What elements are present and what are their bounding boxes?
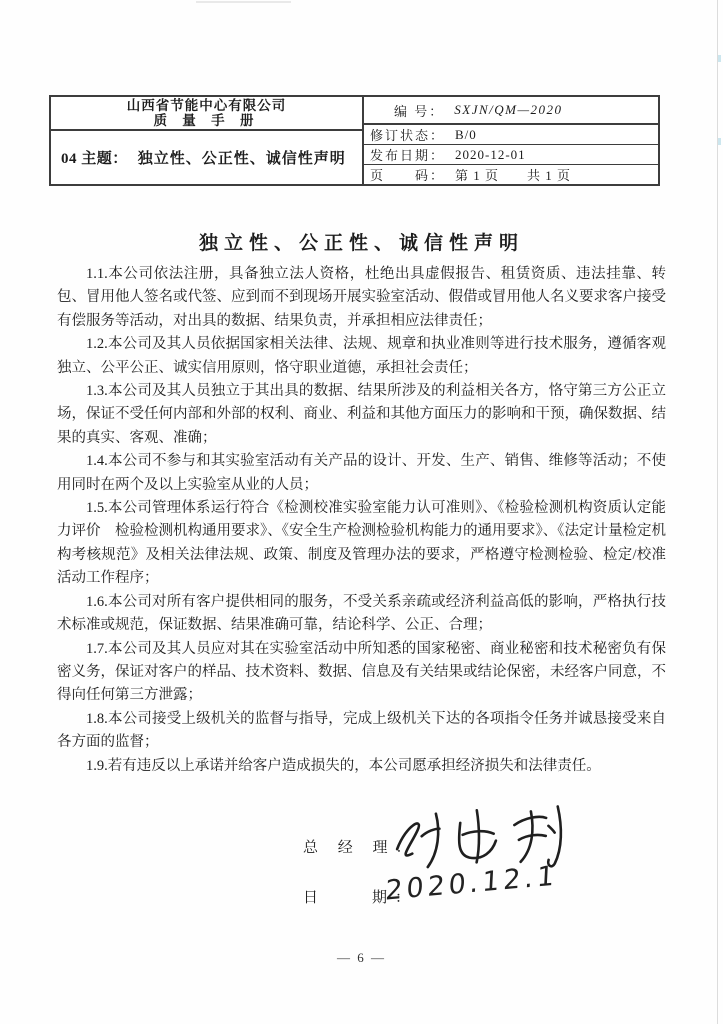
header-right-column (364, 97, 658, 184)
doc-number-label: 编 号： (394, 103, 445, 119)
doc-number-row (364, 97, 658, 125)
page-code-value: 第 1 页 共 1 页 (455, 168, 572, 183)
company-name: 山西省节能中心有限公司 (126, 98, 287, 113)
manual-name: 质 量 手 册 (153, 113, 260, 128)
company-name-cell (51, 97, 362, 131)
paragraph: 1.4.本公司不参与和其实验室活动有关产品的设计、开发、生产、销售、维修等活动；不使用同时在两个及以上实验室从业的人员； (57, 453, 666, 493)
subject-value: 独立性、公正性、诚信性声明 (137, 151, 346, 167)
revision-status-value: B/0 (455, 126, 477, 142)
scan-artifact (718, 138, 721, 145)
general-manager-label: 总 经 理： (303, 840, 419, 856)
paragraph: 1.7.本公司及其人员应对其在实验室活动中所知悉的国家秘密、商业秘密和技术秘密负有保密义务，保证对客户的样品、技术资料、数据、信息及有关结果或结论保密，未经客户同意，不得向任何第三方泄露； (57, 640, 666, 704)
revision-status-row (364, 125, 658, 145)
paragraph: 1.9.若有违反以上承诺并给客户造成损失的，本公司愿承担经济损失和法律责任。 (86, 757, 601, 774)
subject-label: 04 主题： (61, 151, 128, 167)
issue-date-value: 2020-12-01 (455, 146, 526, 162)
scan-artifact (718, 55, 721, 62)
doc-number-value: SXJN/QM—2020 (454, 102, 563, 117)
subject-cell (51, 131, 362, 184)
scan-edge-artifact (717, 0, 718, 1024)
paragraph: 1.5.本公司管理体系运行符合《检测校准实验室能力认可准则》、《检验检测机构资质认定能力评价 检验检测机构通用要求》、《安全生产检测检验机构能力的通用要求》、《法定计量检定机构考核规范》及相关法律法规、政策、制度及管理办法的要求，严格遵守检测检验、检定/校准活动工作程序； (57, 500, 666, 587)
header-table (49, 95, 660, 186)
scan-artifact (196, 1, 291, 3)
footer-page-number: — 6 — (337, 950, 386, 965)
handwritten-date: 2020.12.1 (384, 860, 559, 907)
header-left-column (51, 97, 364, 184)
paragraph: 1.1.本公司依法注册，具备独立法人资格，杜绝出具虚假报告、租赁资质、违法挂靠、转包、冒用他人签名或代签、应到而不到现场开展实验室活动、假借或冒用他人名义要求客户接受有偿服务等活动，对出具的数据、结果负责，并承担相应法律责任； (57, 266, 666, 329)
paragraph: 1.8.本公司接受上级机关的监督与指导，完成上级机关下达的各项指令任务并诚恳接受来自各方面的监督； (57, 710, 666, 751)
date-label: 日 期： (303, 890, 419, 906)
page-code-label: 页 码： (370, 168, 446, 183)
paragraph: 1.3.本公司及其人员独立于其出具的数据、结果所涉及的利益相关各方，恪守第三方公正立场，保证不受任何内部和外部的权利、商业、利益和其他方面压力的影响和干预，确保数据、结果的真实、客观、准确； (57, 383, 666, 446)
document-title: 独立性、公正性、诚信性声明 (198, 233, 524, 254)
issue-date-label: 发布日期： (370, 148, 446, 163)
paragraph: 1.6.本公司对所有客户提供相同的服务，不受关系亲疏或经济利益高低的影响，严格执行技术标准或规范，保证数据、结果准确可靠，结论科学、公正、合理； (57, 593, 666, 634)
paragraph: 1.2.本公司及其人员依据国家相关法律、法规、规章和执业准则等进行技术服务，遵循客观独立、公平公正、诚实信用原则，恪守职业道德，承担社会责任； (57, 336, 666, 376)
signature-block (303, 818, 633, 938)
document-body (57, 263, 666, 778)
page-code-row (364, 165, 658, 184)
revision-status-label: 修订状态： (370, 128, 446, 143)
issue-date-row (364, 145, 658, 165)
